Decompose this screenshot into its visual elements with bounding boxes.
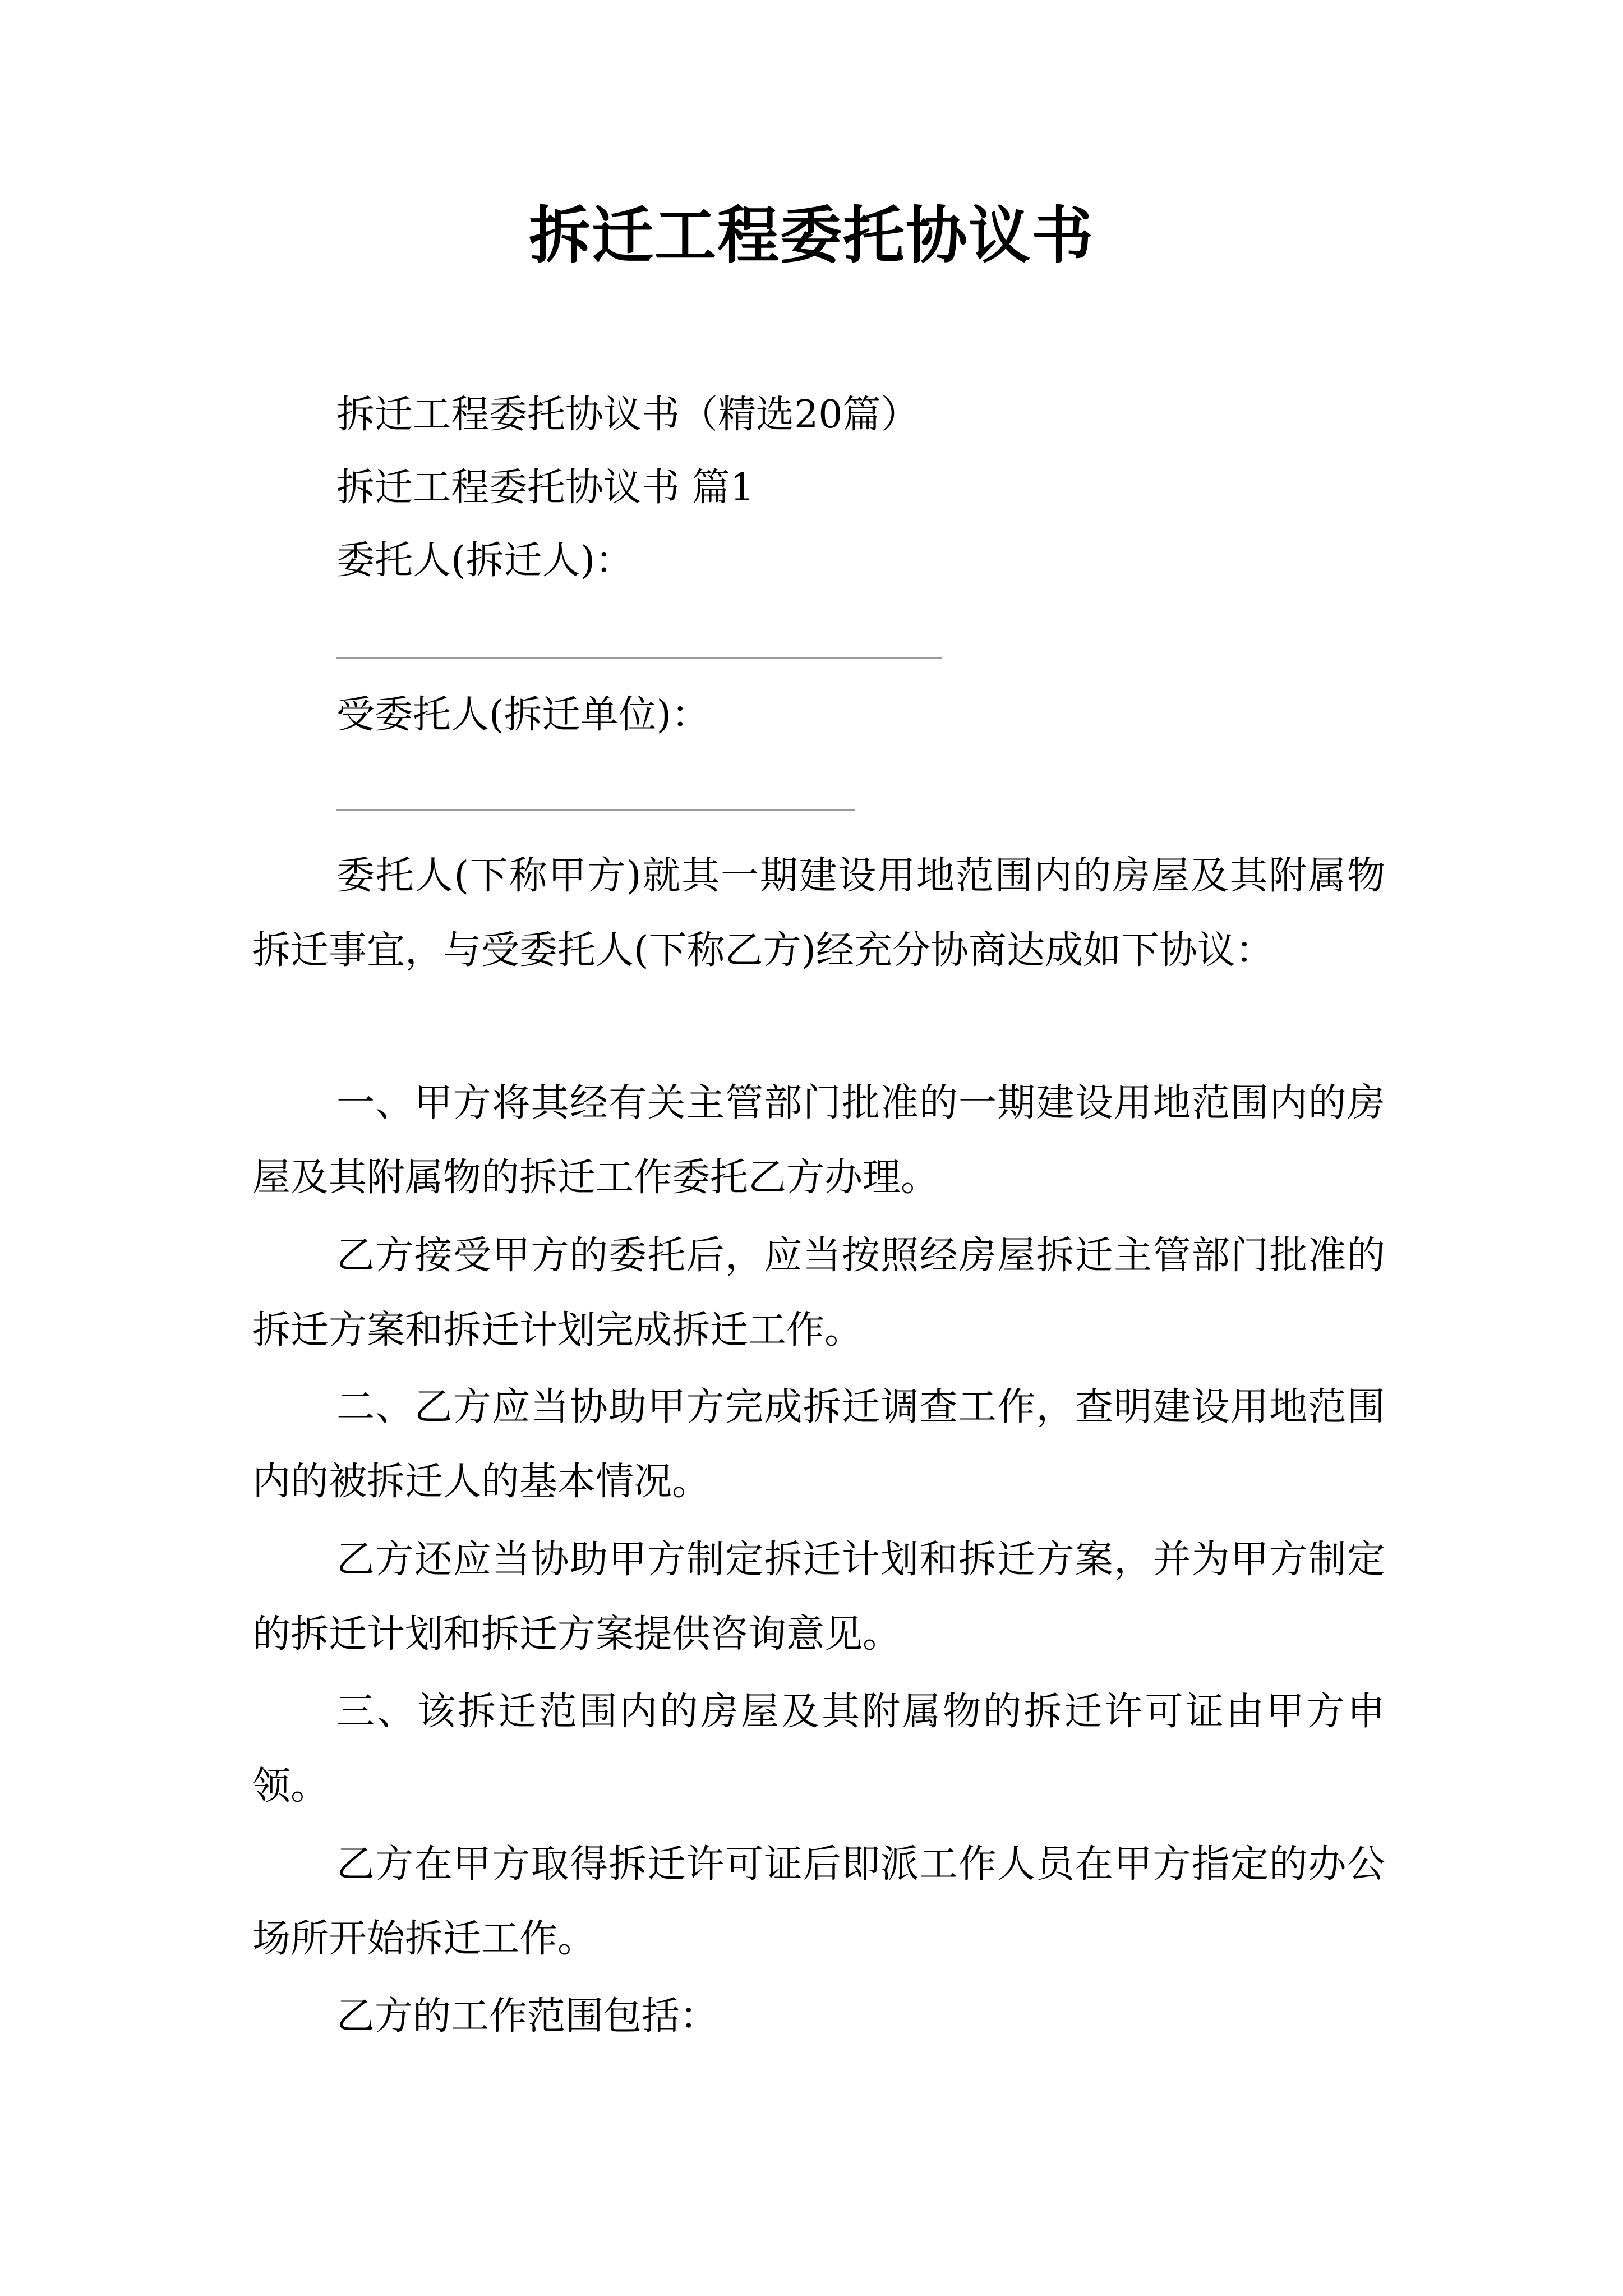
principal-blank-line bbox=[336, 657, 942, 659]
body-paragraph: 二、乙方应当协助甲方完成拆迁调查工作，查明建设用地范围内的被拆迁人的基本情况。 bbox=[252, 1385, 1385, 1504]
section-heading: 拆迁工程委托协议书 篇1 bbox=[336, 466, 754, 510]
body-paragraph: 委托人(下称甲方)就其一期建设用地范围内的房屋及其附属物拆迁事宜，与受委托人(下称乙方)经充分协商达成如下协议： bbox=[252, 854, 1385, 973]
body-paragraph: 乙方的工作范围包括： bbox=[336, 1994, 718, 2039]
body-paragraph: 乙方接受甲方的委托后，应当按照经房屋拆迁主管部门批准的拆迁方案和拆迁计划完成拆迁工作。 bbox=[252, 1234, 1385, 1352]
agent-label: 受委托人(拆迁单位)： bbox=[336, 693, 710, 737]
agent-blank-line bbox=[336, 809, 855, 811]
document-subtitle: 拆迁工程委托协议书（精选20篇） bbox=[336, 393, 919, 437]
body-paragraph: 三、该拆迁范围内的房屋及其附属物的拆迁许可证由甲方申领。 bbox=[252, 1690, 1385, 1809]
body-paragraph: 乙方在甲方取得拆迁许可证后即派工作人员在甲方指定的办公场所开始拆迁工作。 bbox=[252, 1842, 1385, 1961]
body-paragraph: 一、甲方将其经有关主管部门批准的一期建设用地范围内的房屋及其附属物的拆迁工作委托乙方办理。 bbox=[252, 1081, 1385, 1200]
principal-label: 委托人(拆迁人)： bbox=[336, 539, 634, 583]
document-title: 拆迁工程委托协议书 bbox=[529, 199, 1094, 272]
body-paragraph: 乙方还应当协助甲方制定拆迁计划和拆迁方案，并为甲方制定的拆迁计划和拆迁方案提供咨询意见。 bbox=[252, 1538, 1385, 1657]
